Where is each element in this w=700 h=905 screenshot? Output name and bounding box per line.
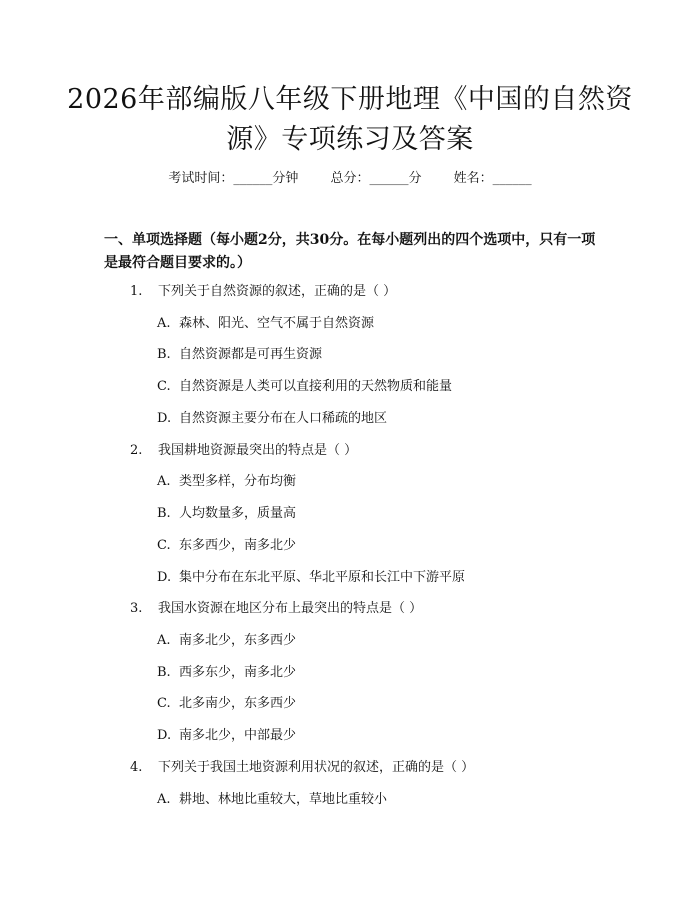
option xyxy=(157,632,296,650)
option-text: 人均数量多，质量高 xyxy=(179,506,297,521)
option-text: 东多西少，南多北少 xyxy=(179,538,297,553)
option-letter: C. xyxy=(157,538,171,553)
option-letter: C. xyxy=(157,379,171,394)
option-text: 西多东少，南多北少 xyxy=(179,665,297,680)
question-number: 4. xyxy=(130,760,143,775)
option-text: 集中分布在东北平原、华北平原和长江中下游平原 xyxy=(179,570,466,585)
option xyxy=(157,695,296,713)
option xyxy=(157,315,374,333)
option-text: 北多南少，东多西少 xyxy=(179,696,297,711)
question-number: 3. xyxy=(130,601,143,616)
option-text: 自然资源都是可再生资源 xyxy=(179,347,323,362)
option-text: 耕地、林地比重较大，草地比重较小 xyxy=(179,792,388,807)
option xyxy=(157,505,296,523)
option-letter: B. xyxy=(157,506,171,521)
option-text: 自然资源主要分布在人口稀疏的地区 xyxy=(179,411,388,426)
option xyxy=(157,569,465,587)
question-number: 1. xyxy=(130,284,143,299)
option-letter: A. xyxy=(157,316,171,331)
option-text: 南多北少，中部最少 xyxy=(179,728,297,743)
option xyxy=(157,410,387,428)
question-text: 下列关于自然资源的叙述，正确的是（ ） xyxy=(158,284,397,299)
option xyxy=(157,664,296,682)
option-letter: A. xyxy=(157,792,171,807)
option-letter: D. xyxy=(157,728,172,743)
exam-info xyxy=(0,170,700,188)
option-letter: B. xyxy=(157,665,171,680)
option-text: 类型多样，分布均衡 xyxy=(179,474,297,489)
option-letter: B. xyxy=(157,347,171,362)
section-heading: 一、单项选择题（每小题2分，共30分。在每小题列出的四个选项中，只有一项是最符合题目要求的。） xyxy=(104,232,596,271)
question xyxy=(130,283,396,301)
question-number: 2. xyxy=(130,443,143,458)
option xyxy=(157,537,296,555)
option-letter: D. xyxy=(157,411,172,426)
option xyxy=(157,727,296,745)
option-text: 南多北少，东多西少 xyxy=(179,633,297,648)
document-title: 2026年部编版八年级下册地理《中国的自然资源》专项练习及答案 xyxy=(67,84,633,155)
question xyxy=(130,759,474,777)
option-letter: A. xyxy=(157,633,171,648)
student-name: 姓名：______ xyxy=(453,171,532,186)
total-score: 总分：______分 xyxy=(330,171,422,186)
question xyxy=(130,600,422,618)
question-text: 我国耕地资源最突出的特点是（ ） xyxy=(158,443,358,458)
exam-time: 考试时间：______分钟 xyxy=(168,171,299,186)
option xyxy=(157,346,322,364)
question xyxy=(130,442,357,460)
option xyxy=(157,378,452,396)
option xyxy=(157,473,296,491)
option-text: 森林、阳光、空气不属于自然资源 xyxy=(179,316,375,331)
question-text: 下列关于我国土地资源利用状况的叙述，正确的是（ ） xyxy=(158,760,475,775)
question-text: 我国水资源在地区分布上最突出的特点是（ ） xyxy=(158,601,423,616)
option xyxy=(157,791,387,809)
option-text: 自然资源是人类可以直接利用的天然物质和能量 xyxy=(179,379,453,394)
option-letter: D. xyxy=(157,570,172,585)
option-letter: A. xyxy=(157,474,171,489)
option-letter: C. xyxy=(157,696,171,711)
